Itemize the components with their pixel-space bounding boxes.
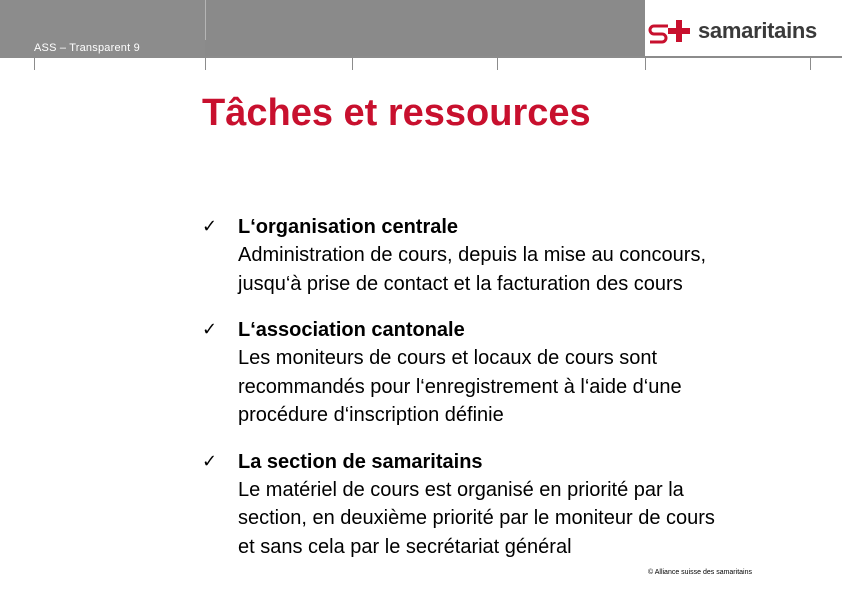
check-icon: ✓ [202,450,218,472]
item-title: L‘association cantonale [238,319,465,341]
item-text: Administration de cours, depuis la mise au concours, [238,244,707,266]
list-item [202,213,832,298]
list-item [202,448,832,562]
header-tick [34,58,35,70]
item-text: jusqu‘à prise de contact et la facturation des cours [238,272,683,295]
item-text: recommandés pour l‘enregistrement à l‘aide d‘une [238,375,682,398]
item-text: Les moniteurs de cours et locaux de cours sont [238,347,658,369]
slide-label: ASS – Transparent 9 [34,42,140,54]
copyright-text: © Alliance suisse des samaritains [648,569,752,576]
header-separator [205,0,206,40]
header-tick [810,58,811,70]
samaritains-logo [648,12,834,56]
page-title: Tâches et ressources [202,92,591,134]
header-band-right [205,0,645,56]
item-text: Le matériel de cours est organisé en priorité par la [238,478,684,501]
item-text: procédure d‘inscription définie [238,404,504,426]
samaritains-logo-mark-icon [648,14,694,54]
header-rule [0,56,842,58]
logo-text: samaritains [698,18,817,43]
list-item [202,316,832,430]
task-list [202,213,832,579]
item-text: et sans cela par le secrétariat général [238,535,572,558]
header-tick [645,58,646,70]
item-title: L‘organisation centrale [238,216,459,238]
item-title: La section de samaritains [238,450,483,473]
item-text: section, en deuxième priorité par le moniteur de cours [238,507,715,529]
header-tick [205,58,206,70]
header-tick [497,58,498,70]
header-tick [352,58,353,70]
check-icon: ✓ [202,319,218,340]
check-icon: ✓ [202,216,218,237]
